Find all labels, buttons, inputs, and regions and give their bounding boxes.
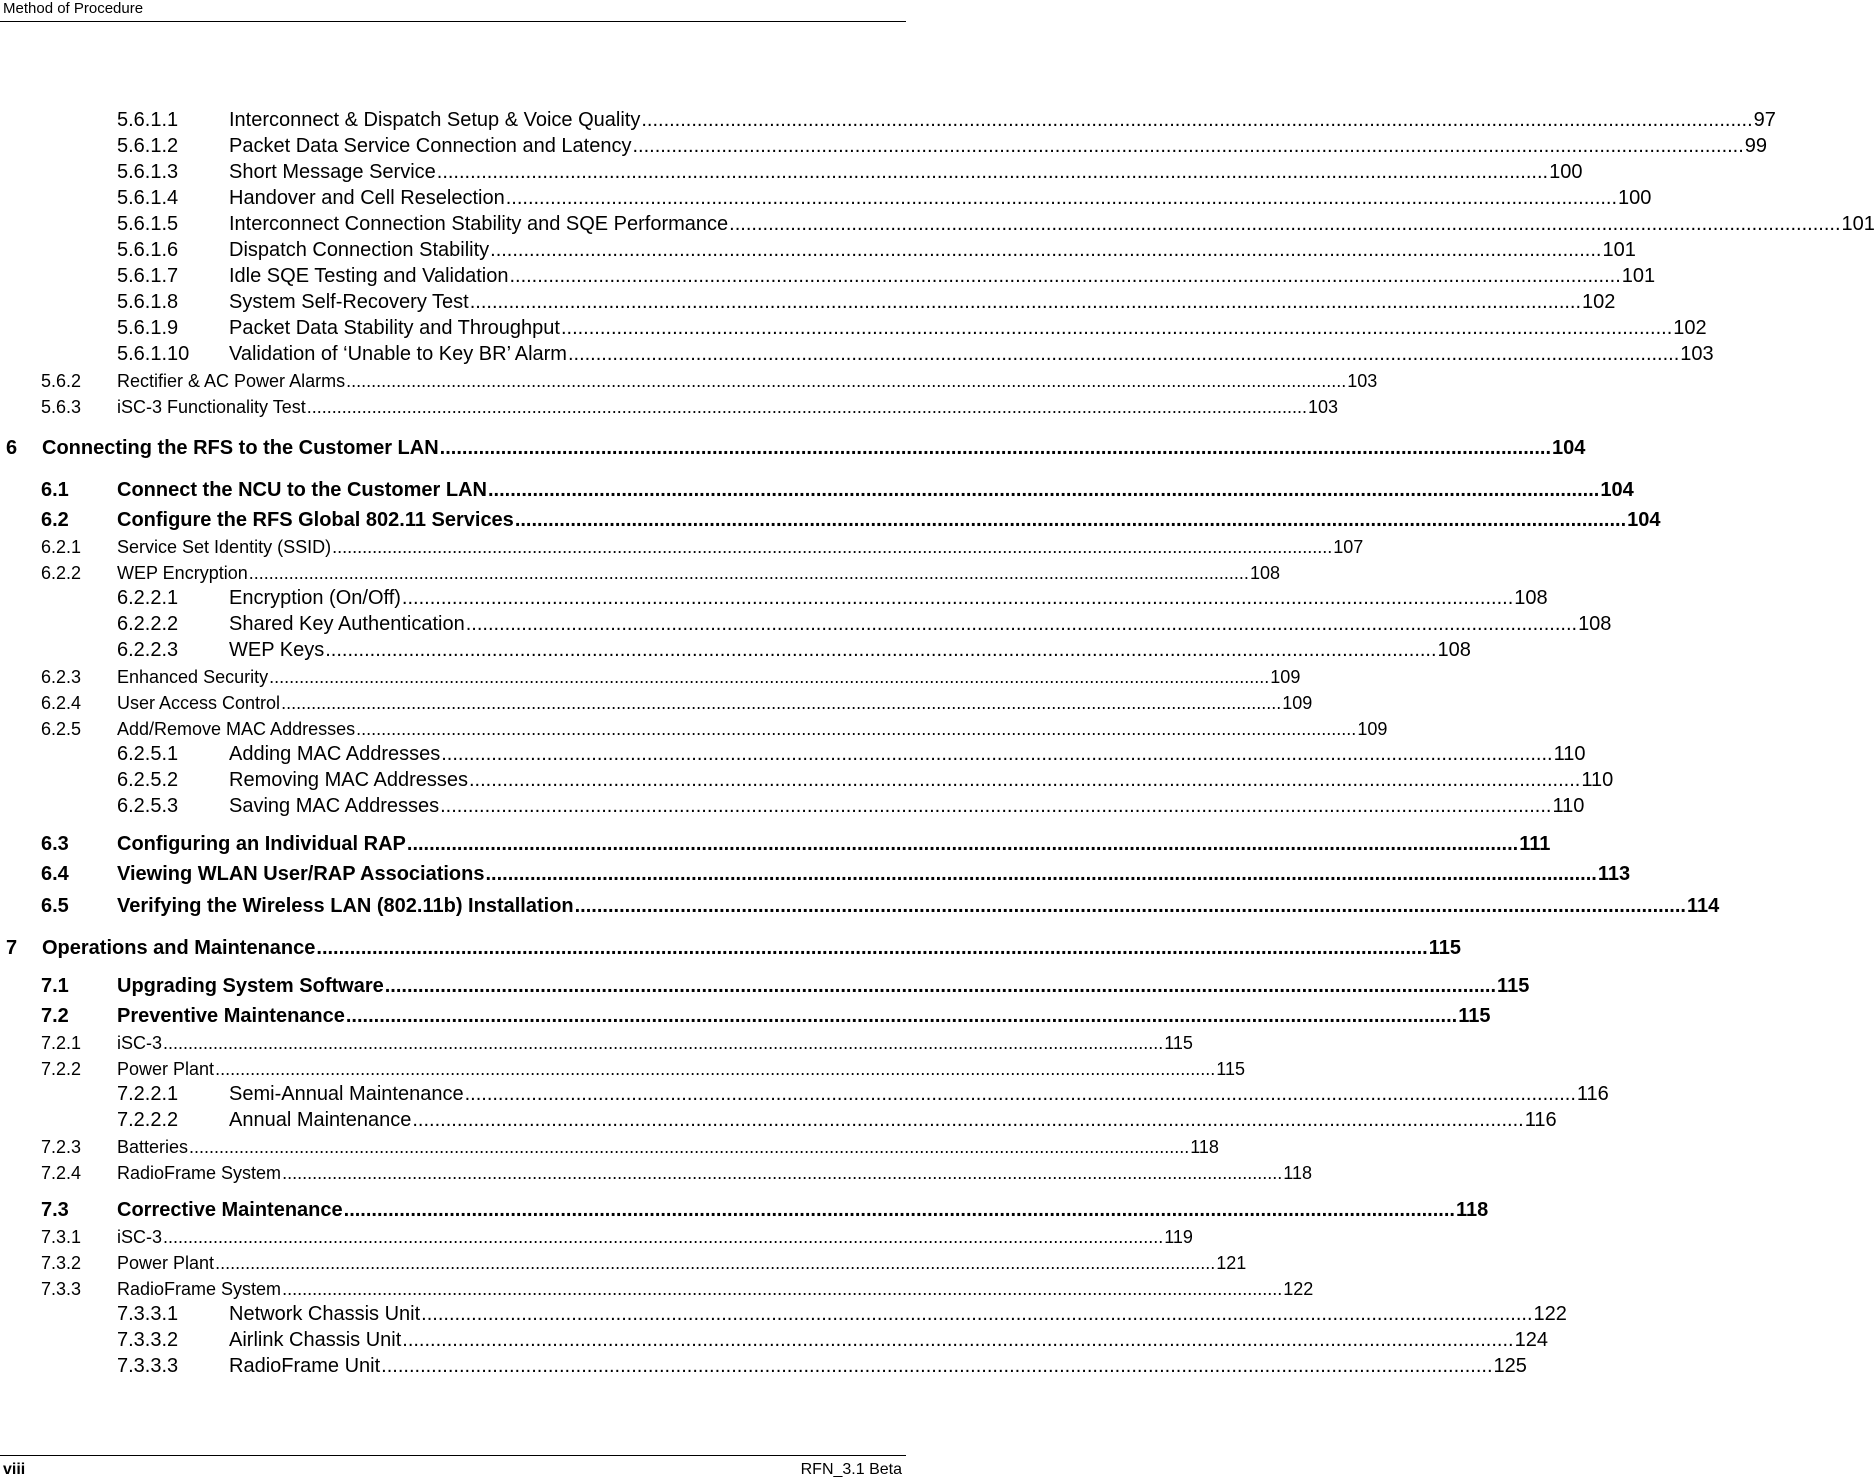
toc-leader-dots: ........................................................................................................................................................................................................ [163,1033,1164,1053]
toc-entry-page[interactable]: 118 [1190,1137,1219,1157]
toc-entry-title[interactable]: iSC-3 Functionality Test [117,397,306,417]
toc-entry[interactable] [0,394,1338,418]
toc-entry-page[interactable]: 109 [1357,719,1388,739]
toc-entry-number: 6.2.5.2 [117,769,179,791]
toc-entry-number: 7.3.3.3 [117,1355,179,1377]
toc-entry-number: 7.2.3 [41,1137,82,1157]
footer-doc-id: RFN_3.1 Beta [800,1461,902,1478]
toc-entry-page[interactable]: 114 [1686,895,1720,917]
toc-entry-number: 5.6.1.4 [117,187,179,209]
toc-entry-page[interactable]: 103 [1347,371,1378,391]
toc-entry[interactable] [0,974,1530,998]
toc-entry[interactable] [0,186,1652,210]
toc-entry-number: 5.6.1.6 [117,239,179,261]
toc-entry-title[interactable]: iSC-3 [117,1033,163,1053]
footer-divider [0,1455,906,1456]
toc-leader-dots: ........................................................................................................................................................................................................ [215,1253,1216,1273]
toc-entry-page[interactable]: 109 [1270,667,1301,687]
toc-entry-page[interactable]: 104 [1600,479,1634,501]
toc-entry[interactable] [0,108,1776,132]
toc-leader-dots: ........................................................................................................................................................................................................ [381,1355,1493,1377]
toc-entry[interactable] [0,478,1634,502]
toc-entry-number: 6.2.1 [41,537,82,557]
toc-entry-title[interactable]: User Access Control [117,693,281,713]
toc-leader-dots: ........................................................................................................................................................................................................ [729,213,1841,235]
toc-leader-dots: ........................................................................................................................................................................................................ [343,1199,1455,1221]
toc-leader-dots: ........................................................................................................................................................................................................ [464,1083,1576,1105]
toc-entry-number: 6.2.4 [41,693,82,713]
toc-entry-page[interactable]: 110 [1553,743,1586,765]
toc-entry-number: 7 [6,937,18,959]
toc-leader-dots: ........................................................................................................................................................................................................ [281,693,1282,713]
toc-entry-title[interactable]: Add/Remove MAC Addresses [117,719,356,739]
toc-entry-page[interactable]: 124 [1514,1329,1548,1351]
toc-entry[interactable] [0,862,1631,886]
toc-entry-page[interactable]: 121 [1216,1253,1247,1273]
toc-entry[interactable] [0,1224,1193,1248]
toc-entry-page[interactable]: 122 [1283,1279,1314,1299]
toc-leader-dots: ........................................................................................................................................................................................................ [346,371,1347,391]
toc-entry-title[interactable]: Preventive Maintenance [117,1005,345,1027]
toc-entry[interactable] [0,1134,1219,1158]
toc-entry[interactable] [0,134,1768,158]
toc-entry-title[interactable]: Viewing WLAN User/RAP Associations [117,863,485,885]
toc-entry-page[interactable]: 100 [1549,161,1583,183]
toc-entry-title[interactable]: Annual Maintenance [229,1109,412,1131]
toc-entry[interactable] [0,794,1585,818]
toc-entry-page[interactable]: 101 [1841,213,1875,235]
toc-entry-page[interactable]: 113 [1597,863,1631,885]
toc-entry[interactable] [0,534,1364,558]
toc-entry-title[interactable]: Dispatch Connection Stability [229,239,490,261]
toc-entry-number: 7.2.2 [41,1059,82,1079]
toc-entry-page[interactable]: 115 [1216,1059,1245,1079]
toc-entry-page[interactable]: 111 [1519,833,1551,855]
toc-entry[interactable] [0,690,1313,714]
toc-entry-number: 5.6.1.5 [117,213,179,235]
toc-entry-title[interactable]: Packet Data Stability and Throughput [229,317,560,339]
toc-leader-dots: ........................................................................................................................................................................................................ [421,1303,1533,1325]
toc-entry-number: 6.4 [41,863,69,885]
footer-page-label: viii [3,1461,26,1478]
toc-entry[interactable] [0,560,1280,584]
toc-entry-number: 6.3 [41,833,69,855]
toc-entry-page[interactable]: 104 [1552,437,1586,459]
toc-entry-title[interactable]: Removing MAC Addresses [229,769,468,791]
toc-leader-dots: ........................................................................................................................................................................................................ [412,1109,1524,1131]
toc-entry-page[interactable]: 103 [1680,343,1714,365]
toc-entry-number: 6.2.2.3 [117,639,179,661]
toc-entry-title[interactable]: Verifying the Wireless LAN (802.11b) Installation [117,895,574,917]
toc-entry-page[interactable]: 108 [1578,613,1612,635]
toc-entry-title[interactable]: Interconnect & Dispatch Setup & Voice Quality [229,109,641,131]
toc-entry-number: 5.6.1.9 [117,317,179,339]
toc-entry[interactable] [0,342,1714,366]
toc-leader-dots: ........................................................................................................................................................................................................ [465,613,1578,635]
toc-entry[interactable] [0,290,1616,314]
toc-entry-title[interactable]: Service Set Identity (SSID) [117,537,332,557]
toc-entry[interactable] [0,936,1461,960]
toc-entry-number: 5.6.1.7 [117,265,179,287]
toc-entry-number: 7.2.1 [41,1033,82,1053]
toc-entry-page[interactable]: 97 [1753,109,1776,131]
page-header [0,0,906,22]
toc-leader-dots: ........................................................................................................................................................................................................ [189,1137,1190,1157]
toc-entry-title[interactable]: Power Plant [117,1253,215,1273]
toc-entry-title[interactable]: Corrective Maintenance [117,1199,343,1221]
toc-entry[interactable] [0,212,1875,236]
toc-leader-dots: ........................................................................................................................................................................................................ [401,587,1514,609]
toc-entry-page[interactable]: 115 [1164,1033,1193,1053]
toc-entry-title[interactable]: Operations and Maintenance [42,937,316,959]
toc-entry-page[interactable]: 108 [1437,639,1471,661]
toc-entry[interactable] [0,1056,1245,1080]
toc-leader-dots: ........................................................................................................................................................................................................ [356,719,1357,739]
toc-leader-dots: ........................................................................................................................................................................................................ [384,975,1497,997]
toc-entry-number: 5.6.2 [41,371,82,391]
toc-entry-page[interactable]: 101 [1621,265,1656,287]
toc-entry-title[interactable]: Handover and Cell Reselection [229,187,505,209]
toc-leader-dots: ........................................................................................................................................................................................................ [468,769,1581,791]
toc-leader-dots: ........................................................................................................................................................................................................ [485,863,1597,885]
toc-leader-dots: ........................................................................................................................................................................................................ [488,479,1600,501]
toc-entry-title[interactable]: Network Chassis Unit [229,1303,421,1325]
toc-leader-dots: ........................................................................................................................................................................................................ [641,109,1753,131]
toc-entry[interactable] [0,1030,1193,1054]
toc-entry-number: 6 [6,437,18,459]
toc-leader-dots: ........................................................................................................................................................................................................ [269,667,1270,687]
toc-entry-title[interactable]: Upgrading System Software [117,975,384,997]
toc-leader-dots: ........................................................................................................................................................................................................ [439,437,1551,459]
toc-entry-page[interactable]: 115 [1458,1005,1491,1027]
toc-entry[interactable] [0,716,1388,740]
toc-entry-number: 5.6.1.8 [117,291,179,313]
toc-leader-dots: ........................................................................................................................................................................................................ [505,187,1618,209]
toc-entry-page[interactable]: 122 [1533,1303,1567,1325]
toc-entry-title[interactable]: RadioFrame System [117,1163,282,1183]
toc-entry-number: 6.2.2 [41,563,82,583]
toc-entry-number: 7.3.2 [41,1253,82,1273]
toc-entry-number: 6.1 [41,479,69,501]
toc-leader-dots: ........................................................................................................................................................................................................ [163,1227,1164,1247]
toc-entry-title[interactable]: WEP Encryption [117,563,248,583]
toc-leader-dots: ........................................................................................................................................................................................................ [248,563,1249,583]
toc-leader-dots: ........................................................................................................................................................................................................ [441,743,1553,765]
toc-leader-dots: ........................................................................................................................................................................................................ [282,1163,1283,1183]
toc-entry-title[interactable]: Enhanced Security [117,667,269,687]
toc-entry-page[interactable]: 102 [1582,291,1616,313]
toc-leader-dots: ........................................................................................................................................................................................................ [345,1005,1458,1027]
toc-entry-title[interactable]: Adding MAC Addresses [229,743,441,765]
toc-leader-dots: ........................................................................................................................................................................................................ [306,397,1307,417]
toc-entry[interactable] [0,238,1636,262]
toc-entry-number: 5.6.1.10 [117,343,190,365]
toc-entry-number: 7.2.2.1 [117,1083,179,1105]
toc-entry[interactable] [0,1160,1312,1184]
toc-entry-number: 6.2.5 [41,719,82,739]
toc-entry-number: 6.2.3 [41,667,82,687]
toc-entry-title[interactable]: iSC-3 [117,1227,163,1247]
toc-leader-dots: ........................................................................................................................................................................................................ [282,1279,1283,1299]
toc-entry-title[interactable]: Connecting the RFS to the Customer LAN [42,437,439,459]
toc-entry-page[interactable]: 109 [1282,693,1313,713]
toc-entry-title[interactable]: Idle SQE Testing and Validation [229,265,509,287]
toc-leader-dots: ........................................................................................................................................................................................................ [632,135,1744,157]
toc-entry[interactable] [0,508,1661,532]
toc-entry-title[interactable]: Airlink Chassis Unit [229,1329,402,1351]
toc-entry-page[interactable]: 107 [1333,537,1364,557]
toc-entry-number: 7.3.3 [41,1279,82,1299]
toc-entry-number: 7.3 [41,1199,69,1221]
toc-entry-number: 7.3.3.2 [117,1329,179,1351]
toc-entry-page[interactable]: 108 [1514,587,1548,609]
toc-entry[interactable] [0,160,1583,184]
toc-entry-page[interactable]: 118 [1455,1199,1489,1221]
toc-leader-dots: ........................................................................................................................................................................................................ [332,537,1333,557]
toc-entry-number: 5.6.3 [41,397,82,417]
toc-entry-number: 6.5 [41,895,69,917]
toc-entry[interactable] [0,1302,1567,1326]
toc-entry[interactable] [0,894,1720,918]
toc-entry[interactable] [0,264,1656,288]
toc-entry-title[interactable]: Shared Key Authentication [229,613,465,635]
toc-entry[interactable] [0,1250,1247,1274]
toc-entry-page[interactable]: 103 [1307,397,1338,417]
toc-entry-page[interactable]: 100 [1618,187,1652,209]
toc-leader-dots: ........................................................................................................................................................................................................ [560,317,1673,339]
toc-entry-title[interactable]: System Self-Recovery Test [229,291,469,313]
header-title: Method of Procedure [3,0,144,17]
toc-entry-title[interactable]: Configure the RFS Global 802.11 Services [117,509,514,531]
toc-leader-dots: ........................................................................................................................................................................................................ [406,833,1519,855]
toc-entry-page[interactable]: 125 [1493,1355,1527,1377]
toc-entry-page[interactable]: 118 [1283,1163,1312,1183]
toc-entry[interactable] [0,1328,1548,1352]
toc-entry[interactable] [0,638,1471,662]
toc-entry-title[interactable]: RadioFrame Unit [229,1355,381,1377]
toc-entry-number: 6.2.2.2 [117,613,179,635]
toc-entry-title[interactable]: WEP Keys [229,639,325,661]
toc-entry-page[interactable]: 116 [1524,1109,1557,1131]
toc-entry-number: 7.1 [41,975,69,997]
toc-leader-dots: ........................................................................................................................................................................................................ [215,1059,1216,1079]
toc-leader-dots: ........................................................................................................................................................................................................ [509,265,1621,287]
toc-leader-dots: ........................................................................................................................................................................................................ [325,639,1437,661]
toc-entry-page[interactable]: 108 [1249,563,1280,583]
toc-entry-title[interactable]: Encryption (On/Off) [229,587,401,609]
toc-leader-dots: ........................................................................................................................................................................................................ [574,895,1686,917]
toc-entry-page[interactable]: 99 [1744,135,1768,157]
toc-entry-number: 7.2.4 [41,1163,82,1183]
toc-entry[interactable] [0,1354,1527,1378]
toc-entry[interactable] [0,1082,1609,1106]
toc-entry[interactable] [0,1004,1491,1028]
toc-leader-dots: ........................................................................................................................................................................................................ [469,291,1582,313]
toc-entry-number: 7.2.2.2 [117,1109,179,1131]
toc-entry[interactable] [0,316,1707,340]
toc-entry-page[interactable]: 116 [1576,1083,1609,1105]
toc-entry-title[interactable]: Interconnect Connection Stability and SQE Performance [229,213,729,235]
toc-entry-number: 5.6.1.1 [117,109,179,131]
toc-leader-dots: ........................................................................................................................................................................................................ [567,343,1680,365]
toc-entry-title[interactable]: Power Plant [117,1059,215,1079]
toc-entry-page[interactable]: 115 [1497,975,1530,997]
toc-entry-title[interactable]: Rectifier & AC Power Alarms [117,371,346,391]
toc-entry-number: 7.2 [41,1005,69,1027]
toc-entry-number: 7.3.3.1 [117,1303,179,1325]
toc-entry-number: 6.2.5.1 [117,743,179,765]
toc-entry[interactable] [0,1108,1557,1132]
toc-entry[interactable] [0,612,1612,636]
toc-entry-page[interactable]: 101 [1602,239,1636,261]
toc-entry-number: 6.2.2.1 [117,587,179,609]
toc-entry[interactable] [0,742,1586,766]
toc-entry[interactable] [0,1276,1314,1300]
toc-entry-number: 5.6.1.2 [117,135,179,157]
toc-leader-dots: ........................................................................................................................................................................................................ [514,509,1627,531]
toc-entry[interactable] [0,586,1548,610]
toc-entry[interactable] [0,436,1586,460]
toc-entry-page[interactable]: 110 [1552,795,1585,817]
toc-entry-page[interactable]: 110 [1581,769,1614,791]
toc-leader-dots: ........................................................................................................................................................................................................ [402,1329,1514,1351]
toc-entry[interactable] [0,368,1378,392]
toc-entry-number: 6.2 [41,509,69,531]
toc-entry-number: 7.3.1 [41,1227,82,1247]
toc-entry-title[interactable]: RadioFrame System [117,1279,282,1299]
toc-entry-title[interactable]: Saving MAC Addresses [229,795,440,817]
toc-entry-page[interactable]: 119 [1164,1227,1193,1247]
toc-entry-title[interactable]: Connect the NCU to the Customer LAN [117,479,487,501]
toc-entry-title[interactable]: Short Message Service [229,161,436,183]
toc-entry-title[interactable]: Validation of ‘Unable to Key BR’ Alarm [229,343,567,365]
toc-entry-title[interactable]: Batteries [117,1137,189,1157]
toc-leader-dots: ........................................................................................................................................................................................................ [440,795,1552,817]
toc-leader-dots: ........................................................................................................................................................................................................ [436,161,1549,183]
toc-entry-title[interactable]: Semi-Annual Maintenance [229,1083,464,1105]
toc-entry-page[interactable]: 115 [1428,937,1461,959]
toc-entry-number: 5.6.1.3 [117,161,179,183]
toc-leader-dots: ........................................................................................................................................................................................................ [316,937,1428,959]
toc-entry-number: 6.2.5.3 [117,795,179,817]
toc-entry[interactable] [0,832,1551,856]
toc-leader-dots: ........................................................................................................................................................................................................ [490,239,1602,261]
toc-entry-title[interactable]: Packet Data Service Connection and Latency [229,135,632,157]
toc-entry[interactable] [0,1198,1489,1222]
toc-entry[interactable] [0,664,1301,688]
toc-entry-title[interactable]: Configuring an Individual RAP [117,833,406,855]
toc-entry-page[interactable]: 104 [1627,509,1661,531]
toc-entry-page[interactable]: 102 [1673,317,1707,339]
toc-entry[interactable] [0,768,1614,792]
